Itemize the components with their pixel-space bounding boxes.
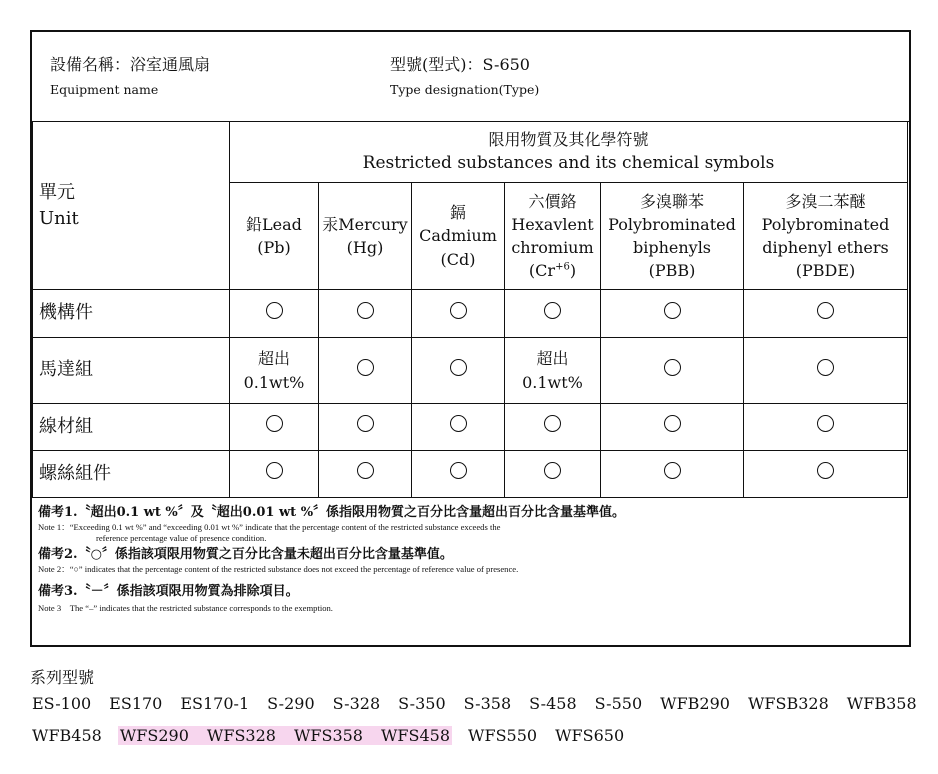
model-item: ES-100 [32,694,92,713]
compliant-circle-icon [817,415,834,432]
substance-lead: 鉛Lead (Pb) [230,183,319,290]
model-item-highlighted: WFS458 [380,726,451,745]
compliant-circle-icon [817,462,834,479]
model-item: S-328 [332,694,381,713]
compliant-circle-icon [664,359,681,376]
model-item: ES170-1 [180,694,250,713]
series-models-line-1 [30,694,933,713]
model-item: ES170 [109,694,163,713]
model-item: WFS650 [555,726,625,745]
note-1-en: Note 1：“Exceeding 0.1 wt %” and “exceeding 0.01 wt %” indicate that the percentage content of the restricted substance exceeds the [38,522,501,532]
compliant-circle-icon [664,302,681,319]
model-item: S-290 [267,694,315,713]
compliant-circle-icon [544,462,561,479]
unit-cell: 馬達組 [33,338,230,404]
restricted-substances-header [230,122,908,183]
exceed-cell-lead: 超出 0.1wt% [230,338,319,404]
model-item: S-358 [463,694,512,713]
compliant-circle-icon [266,415,283,432]
unit-header-cell [33,122,230,290]
model-item: S-350 [398,694,446,713]
model-item: WFB458 [32,726,102,745]
equipment-name-zh: 設備名稱：浴室通風扇 [50,55,211,74]
table-row [33,290,908,338]
unit-cell: 螺絲組件 [33,451,230,498]
substance-pbb: 多溴聯苯 Polybrominated biphenyls (PBB) [601,183,744,290]
note-2-en: Note 2：“○” indicates that the percentage content of the restricted substance does not exceed the percentage of reference value of presence. [38,564,519,574]
notes-section [38,504,898,614]
model-item: S-550 [594,694,643,713]
compliant-circle-icon [357,462,374,479]
compliant-circle-icon [357,359,374,376]
equipment-header [32,32,909,122]
table-row [33,338,908,404]
note-3-zh: 備考3.〝－〞係指該項限用物質為排除項目。 [38,584,299,599]
note-1-en-cont: reference percentage value of presence condition. [96,533,267,543]
compliant-circle-icon [664,415,681,432]
note-1-zh: 備考1.〝超出0.1 wt %〞及〝超出0.01 wt %〞係指限用物質之百分比含量超出百分比含量基準值。 [38,505,626,520]
unit-cell: 線材組 [33,404,230,451]
table-row [33,451,908,498]
type-designation-zh: 型號(型式)：S-650 [390,55,530,74]
compliant-circle-icon [544,302,561,319]
unit-label-zh: 單元 [39,182,75,204]
compliant-circle-icon [664,462,681,479]
substance-hexavalent-chromium: 六價鉻 Hexavlent chromium $(Cr^{+6})$ [505,183,601,290]
model-item-highlighted: WFS290 [118,726,205,745]
restricted-header-zh: 限用物質及其化學符號 [488,130,649,150]
model-item: WFSB328 [747,694,829,713]
restricted-header-en: Restricted substances and its chemical symbols [362,153,775,174]
compliant-circle-icon [357,415,374,432]
compliant-circle-icon [266,462,283,479]
type-designation-en: Type designation(Type) [390,82,540,97]
unit-cell: 機構件 [33,290,230,338]
compliant-circle-icon [544,415,561,432]
note-3-en: Note 3 The “–” indicates that the restricted substance corresponds to the exemption. [38,603,333,613]
note-2-zh: 備考2.〝○〞係指該項限用物質之百分比含量未超出百分比含量基準值。 [38,547,453,562]
compliant-circle-icon [357,302,374,319]
rohs-declaration-frame [30,30,911,647]
substance-mercury: 汞Mercury (Hg) [319,183,412,290]
restricted-substances-table [32,121,908,498]
model-item-highlighted: WFS358 [292,726,379,745]
compliant-circle-icon [817,302,834,319]
compliant-circle-icon [450,462,467,479]
model-item-highlighted: WFS328 [205,726,292,745]
model-item: WFS550 [468,726,538,745]
model-item: WFB290 [660,694,730,713]
unit-label-en: Unit [39,207,79,229]
compliant-circle-icon [450,359,467,376]
series-models-line-2 [30,726,640,745]
series-models-title: 系列型號 [30,668,95,687]
table-row [33,404,908,451]
substance-cadmium: 鎘Cadmium (Cd) [412,183,505,290]
equipment-name-en: Equipment name [50,82,159,97]
compliant-circle-icon [450,415,467,432]
compliant-circle-icon [817,359,834,376]
compliant-circle-icon [450,302,467,319]
substance-pbde: 多溴二苯醚 Polybrominated diphenyl ethers (PBDE) [744,183,908,290]
compliant-circle-icon [266,302,283,319]
model-item: S-458 [529,694,577,713]
exceed-cell-chromium: 超出 0.1wt% [505,338,601,404]
model-item: WFB358 [846,694,917,713]
